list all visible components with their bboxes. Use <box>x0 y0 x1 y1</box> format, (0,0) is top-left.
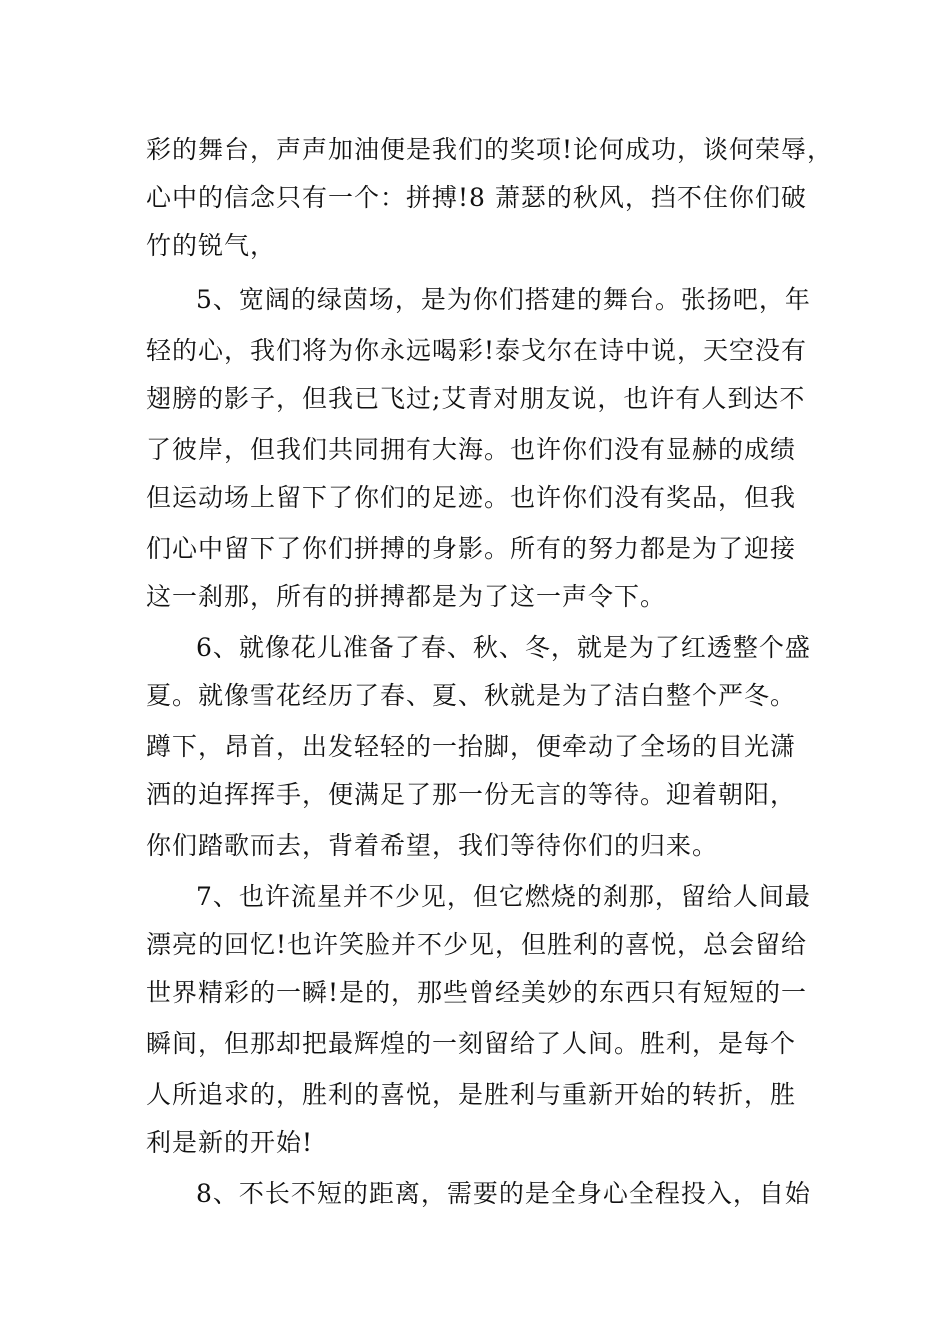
text-line: 翅膀的影子，但我已飞过;艾青对朋友说，也许有人到达不 <box>146 384 806 413</box>
text-line: 了彼岸，但我们共同拥有大海。也许你们没有显赫的成绩 <box>146 435 797 464</box>
text-line: 人所追求的，胜利的喜悦，是胜利与重新开始的转折，胜 <box>146 1080 797 1109</box>
text-line: 竹的锐气， <box>146 231 277 260</box>
paragraph-start-5: 5、宽阔的绿茵场，是为你们搭建的舞台。张扬吧，年 <box>196 285 811 314</box>
text-line: 你们踏歌而去，背着希望，我们等待你们的归来。 <box>146 831 719 860</box>
paragraph-start-7: 7、也许流星并不少见，但它燃烧的刹那，留给人间最 <box>196 882 811 911</box>
paragraph-start-6: 6、就像花儿准备了春、秋、冬，就是为了红透整个盛 <box>196 633 811 662</box>
text-line: 夏。就像雪花经历了春、夏、秋就是为了洁白整个严冬。 <box>146 681 797 710</box>
text-line: 这一刹那，所有的拼搏都是为了这一声令下。 <box>146 582 667 611</box>
text-line: 但运动场上留下了你们的足迹。也许你们没有奖品，但我 <box>146 483 797 512</box>
text-line: 利是新的开始! <box>146 1128 314 1157</box>
text-line: 世界精彩的一瞬!是的，那些曾经美妙的东西只有短短的一 <box>146 978 808 1007</box>
text-line: 洒的迫挥挥手，便满足了那一份无言的等待。迎着朝阳， <box>146 780 797 809</box>
text-line: 瞬间，但那却把最辉煌的一刻留给了人间。胜利，是每个 <box>146 1029 797 1058</box>
text-line: 彩的舞台，声声加油便是我们的奖项!论何成功，谈何荣辱， <box>146 135 834 164</box>
text-line: 心中的信念只有一个：拼搏!8 萧瑟的秋风，挡不住你们破 <box>146 183 807 212</box>
text-line: 们心中留下了你们拼搏的身影。所有的努力都是为了迎接 <box>146 534 797 563</box>
text-line: 漂亮的回忆!也许笑脸并不少见，但胜利的喜悦，总会留给 <box>146 930 808 959</box>
paragraph-start-8: 8、不长不短的距离，需要的是全身心全程投入，自始 <box>196 1179 811 1208</box>
text-line: 蹲下，昂首，出发轻轻的一抬脚，便牵动了全场的目光潇 <box>146 732 797 761</box>
text-line: 轻的心，我们将为你永远喝彩!泰戈尔在诗中说，天空没有 <box>146 336 808 365</box>
